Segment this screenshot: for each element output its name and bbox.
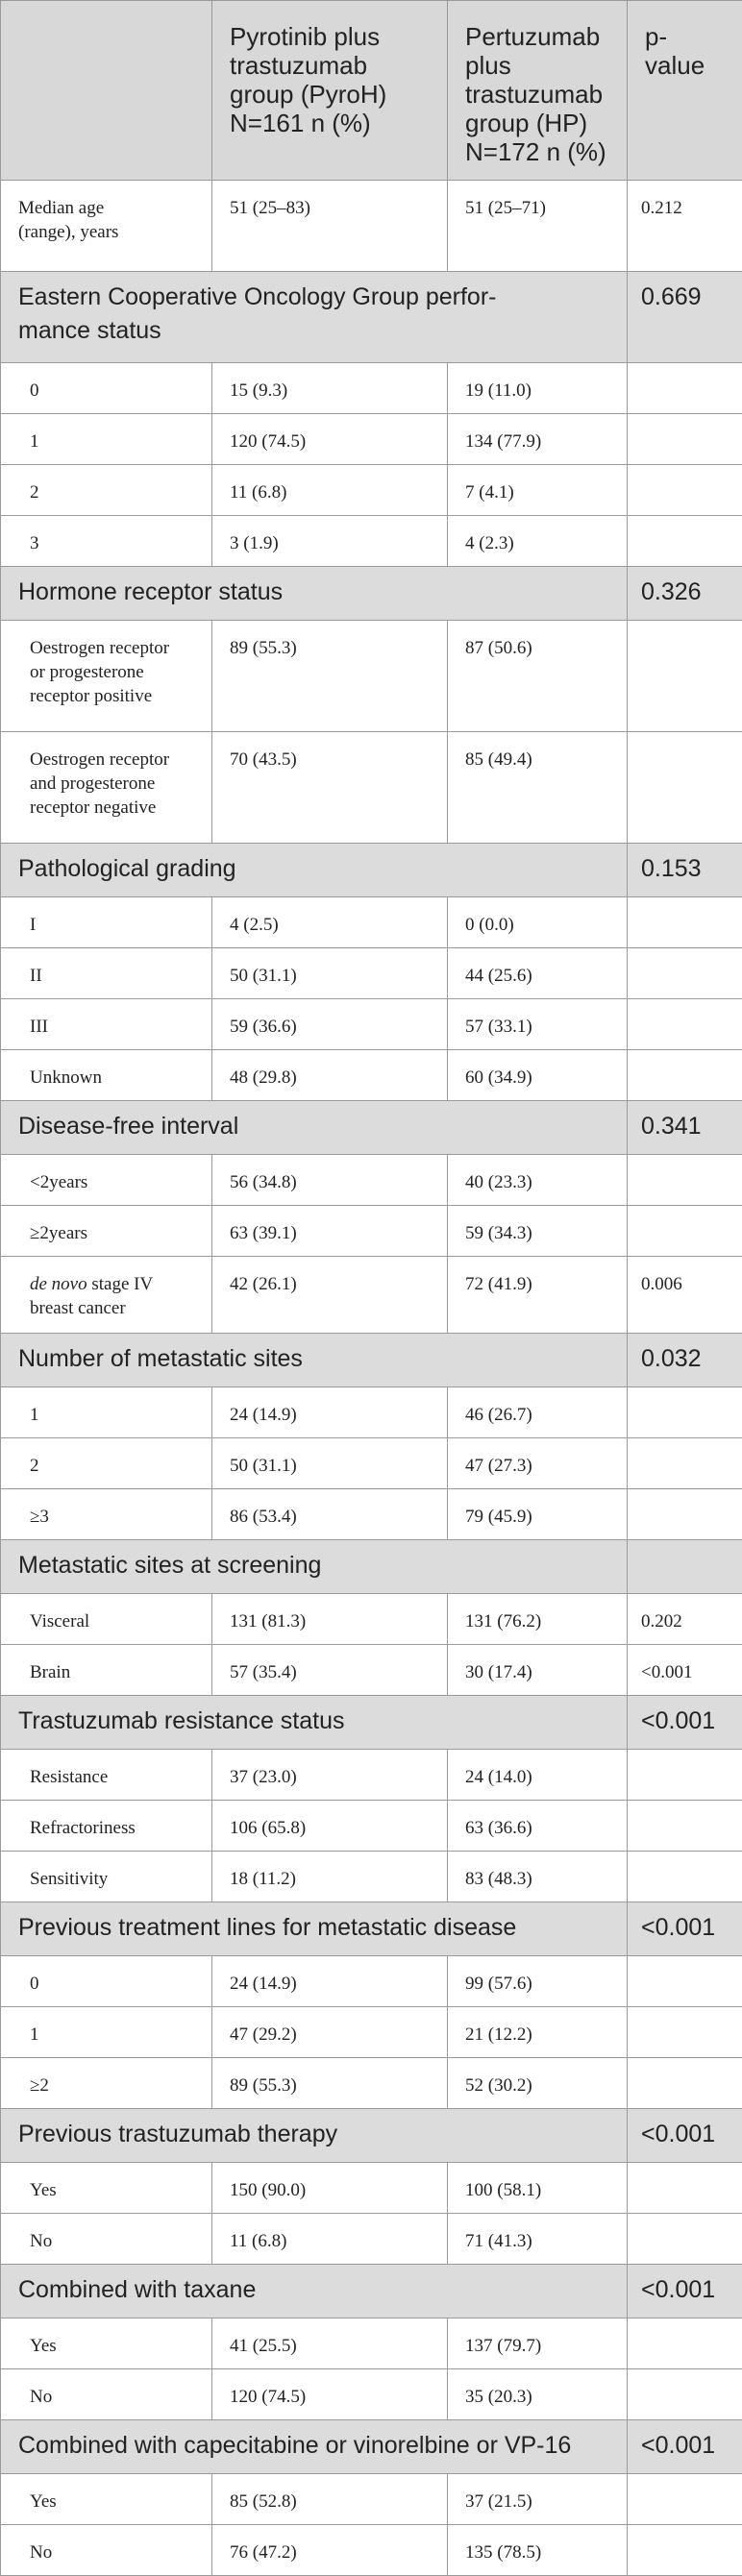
hp-value: 135 (78.5): [448, 2525, 628, 2576]
section-row-treatment-lines: [1, 1902, 742, 1956]
row-label: I: [1, 897, 212, 948]
hp-value: 21 (12.2): [448, 2007, 628, 2058]
hp-value: 35 (20.3): [448, 2369, 628, 2420]
p-value: [628, 2214, 742, 2265]
p-value: [628, 1801, 742, 1852]
hp-value: 24 (14.0): [448, 1750, 628, 1801]
pyroh-value: 42 (26.1): [212, 1257, 448, 1334]
table-row: [1, 2058, 742, 2109]
section-title: Disease-free interval: [1, 1101, 628, 1155]
p-value: [628, 2525, 742, 2576]
section-p-value: 0.326: [628, 567, 742, 621]
p-value: [628, 999, 742, 1050]
table-row: [1, 2474, 742, 2525]
pyroh-value: 86 (53.4): [212, 1489, 448, 1540]
p-value: [628, 1489, 742, 1540]
table-row: [1, 363, 742, 414]
p-value: [628, 2369, 742, 2420]
row-label: 2: [1, 465, 212, 516]
section-p-value: 0.153: [628, 844, 742, 897]
section-p-value: 0.032: [628, 1334, 742, 1387]
hp-value: 72 (41.9): [448, 1257, 628, 1334]
hp-value: 30 (17.4): [448, 1645, 628, 1696]
table-row: [1, 1438, 742, 1489]
row-label: No: [1, 2369, 212, 2420]
hp-value: 0 (0.0): [448, 897, 628, 948]
hp-value: 87 (50.6): [448, 621, 628, 732]
section-title: Hormone receptor status: [1, 567, 628, 621]
p-value: [628, 2007, 742, 2058]
row-label: Unknown: [1, 1050, 212, 1101]
hp-value: 60 (34.9): [448, 1050, 628, 1101]
hp-value: 99 (57.6): [448, 1956, 628, 2007]
pyroh-value: 51 (25–83): [212, 181, 448, 272]
hp-value: 7 (4.1): [448, 465, 628, 516]
hp-value: 40 (23.3): [448, 1155, 628, 1206]
hp-value: 71 (41.3): [448, 2214, 628, 2265]
row-label: 1: [1, 2007, 212, 2058]
p-value: [628, 1852, 742, 1902]
section-row-dfi: [1, 1101, 742, 1155]
table-row: [1, 1801, 742, 1852]
pyroh-value: 85 (52.8): [212, 2474, 448, 2525]
pyroh-value: 131 (81.3): [212, 1594, 448, 1645]
pyroh-value: 48 (29.8): [212, 1050, 448, 1101]
pyroh-value: 120 (74.5): [212, 2369, 448, 2420]
row-label: Refractoriness: [1, 1801, 212, 1852]
section-p-value: <0.001: [628, 1902, 742, 1956]
table-row: [1, 2369, 742, 2420]
header-cell-empty: [1, 1, 212, 181]
p-value: [628, 948, 742, 999]
row-label: ≥3: [1, 1489, 212, 1540]
table-row: [1, 1206, 742, 1257]
row-label: de novo stage IV breast cancer: [1, 1257, 212, 1334]
row-label: Sensitivity: [1, 1852, 212, 1902]
pyroh-value: 4 (2.5): [212, 897, 448, 948]
p-value: 0.202: [628, 1594, 742, 1645]
row-label: Visceral: [1, 1594, 212, 1645]
pyroh-value: 11 (6.8): [212, 2214, 448, 2265]
hp-value: 46 (26.7): [448, 1387, 628, 1438]
row-label: 0: [1, 363, 212, 414]
section-title: Number of metastatic sites: [1, 1334, 628, 1387]
pyroh-value: 50 (31.1): [212, 948, 448, 999]
hp-value: 79 (45.9): [448, 1489, 628, 1540]
pyroh-value: 41 (25.5): [212, 2318, 448, 2369]
table-row: [1, 1155, 742, 1206]
p-value: [628, 621, 742, 732]
section-p-value: <0.001: [628, 2109, 742, 2163]
table-row: [1, 2525, 742, 2576]
hp-value: 63 (36.6): [448, 1801, 628, 1852]
row-label: Brain: [1, 1645, 212, 1696]
table-row: [1, 1594, 742, 1645]
pyroh-value: 106 (65.8): [212, 1801, 448, 1852]
table-row: [1, 2214, 742, 2265]
table-row: [1, 1956, 742, 2007]
p-value: [628, 2318, 742, 2369]
table-row: [1, 1852, 742, 1902]
section-title: Eastern Cooperative Oncology Group perfor- mance status: [1, 272, 628, 363]
p-value: [628, 414, 742, 465]
hp-value: 57 (33.1): [448, 999, 628, 1050]
section-title: Previous trastuzumab therapy: [1, 2109, 628, 2163]
pyroh-value: 50 (31.1): [212, 1438, 448, 1489]
pyroh-value: 24 (14.9): [212, 1956, 448, 2007]
section-row-capecitabine: [1, 2420, 742, 2474]
p-value: [628, 2163, 742, 2214]
table-row: [1, 1489, 742, 1540]
section-title: Combined with capecitabine or vinorelbine or VP-16: [1, 2420, 628, 2474]
row-label: 3: [1, 516, 212, 567]
table-row: [1, 948, 742, 999]
row-label: No: [1, 2214, 212, 2265]
hp-value: 51 (25–71): [448, 181, 628, 272]
pyroh-value: 63 (39.1): [212, 1206, 448, 1257]
section-row-metastatic-sites: [1, 1334, 742, 1387]
hp-value: 100 (58.1): [448, 2163, 628, 2214]
table-row: [1, 2163, 742, 2214]
pyroh-value: 59 (36.6): [212, 999, 448, 1050]
row-label: Oestrogen receptor and progesterone receptor negative: [1, 732, 212, 844]
table-row: [1, 999, 742, 1050]
row-label: ≥2: [1, 2058, 212, 2109]
header-row: [1, 1, 742, 181]
table-row: [1, 414, 742, 465]
row-label: Yes: [1, 2474, 212, 2525]
table-row: [1, 732, 742, 844]
section-row-hormone: [1, 567, 742, 621]
section-p-value: <0.001: [628, 2420, 742, 2474]
table-row: [1, 2318, 742, 2369]
table-row: [1, 1750, 742, 1801]
p-value: [628, 1206, 742, 1257]
hp-value: 137 (79.7): [448, 2318, 628, 2369]
row-label: ≥2years: [1, 1206, 212, 1257]
section-row-taxane: [1, 2265, 742, 2318]
p-value: [628, 1956, 742, 2007]
p-value: [628, 1438, 742, 1489]
hp-value: 19 (11.0): [448, 363, 628, 414]
section-row-resistance: [1, 1696, 742, 1750]
section-p-value: <0.001: [628, 1696, 742, 1750]
section-p-value: 0.669: [628, 272, 742, 363]
table-row-de-novo: [1, 1257, 742, 1334]
pyroh-value: 15 (9.3): [212, 363, 448, 414]
section-p-value: <0.001: [628, 2265, 742, 2318]
p-value: [628, 2058, 742, 2109]
p-value: [628, 1750, 742, 1801]
p-value: [628, 732, 742, 844]
section-title: Combined with taxane: [1, 2265, 628, 2318]
table-row: [1, 2007, 742, 2058]
header-pvalue: p- value: [628, 1, 742, 181]
pyroh-value: 24 (14.9): [212, 1387, 448, 1438]
hp-value: 37 (21.5): [448, 2474, 628, 2525]
p-value: [628, 1155, 742, 1206]
hp-value: 134 (77.9): [448, 414, 628, 465]
hp-value: 131 (76.2): [448, 1594, 628, 1645]
row-label: Yes: [1, 2163, 212, 2214]
p-value: [628, 2474, 742, 2525]
table-row: [1, 897, 742, 948]
p-value: [628, 897, 742, 948]
table-row: [1, 516, 742, 567]
pyroh-value: 56 (34.8): [212, 1155, 448, 1206]
section-row-screening: [1, 1540, 742, 1594]
section-title: Pathological grading: [1, 844, 628, 897]
row-label: Yes: [1, 2318, 212, 2369]
header-hp: Pertuzumab plus trastuzumab group (HP) N=172 n (%): [448, 1, 628, 181]
row-label: No: [1, 2525, 212, 2576]
pyroh-value: 37 (23.0): [212, 1750, 448, 1801]
section-title: Metastatic sites at screening: [1, 1540, 628, 1594]
hp-value: 47 (27.3): [448, 1438, 628, 1489]
pyroh-value: 11 (6.8): [212, 465, 448, 516]
p-value: [628, 516, 742, 567]
section-row-ecog: [1, 272, 742, 363]
table-row: [1, 1645, 742, 1696]
row-label: III: [1, 999, 212, 1050]
row-label: Oestrogen receptor or progesterone receptor positive: [1, 621, 212, 732]
table-row: [1, 1387, 742, 1438]
row-label: Resistance: [1, 1750, 212, 1801]
pyroh-value: 76 (47.2): [212, 2525, 448, 2576]
p-value: [628, 1050, 742, 1101]
p-value: 0.006: [628, 1257, 742, 1334]
hp-value: 52 (30.2): [448, 2058, 628, 2109]
table-row: [1, 621, 742, 732]
pyroh-value: 3 (1.9): [212, 516, 448, 567]
pyroh-value: 47 (29.2): [212, 2007, 448, 2058]
pyroh-value: 120 (74.5): [212, 414, 448, 465]
pyroh-value: 89 (55.3): [212, 2058, 448, 2109]
hp-value: 83 (48.3): [448, 1852, 628, 1902]
pyroh-value: 89 (55.3): [212, 621, 448, 732]
p-value: 0.212: [628, 181, 742, 272]
p-value: [628, 1387, 742, 1438]
row-label: <2years: [1, 1155, 212, 1206]
row-label: II: [1, 948, 212, 999]
p-value: [628, 465, 742, 516]
p-value: [628, 363, 742, 414]
pyroh-value: 57 (35.4): [212, 1645, 448, 1696]
hp-value: 59 (34.3): [448, 1206, 628, 1257]
row-label: 0: [1, 1956, 212, 2007]
section-row-grading: [1, 844, 742, 897]
table-row-median-age: [1, 181, 742, 272]
section-p-value: 0.341: [628, 1101, 742, 1155]
header-pyroh: Pyrotinib plus trastuzumab group (PyroH) N=161 n (%): [212, 1, 448, 181]
row-label: 2: [1, 1438, 212, 1489]
section-row-previous-trastuzumab: [1, 2109, 742, 2163]
row-label: 1: [1, 1387, 212, 1438]
hp-value: 44 (25.6): [448, 948, 628, 999]
pyroh-value: 150 (90.0): [212, 2163, 448, 2214]
table-row: [1, 1050, 742, 1101]
row-label: 1: [1, 414, 212, 465]
row-label: Median age (range), years: [1, 181, 212, 272]
p-value: <0.001: [628, 1645, 742, 1696]
section-p-value: [628, 1540, 742, 1594]
hp-value: 85 (49.4): [448, 732, 628, 844]
section-title: Previous treatment lines for metastatic disease: [1, 1902, 628, 1956]
table-row: [1, 465, 742, 516]
pyroh-value: 18 (11.2): [212, 1852, 448, 1902]
hp-value: 4 (2.3): [448, 516, 628, 567]
section-title: Trastuzumab resistance status: [1, 1696, 628, 1750]
pyroh-value: 70 (43.5): [212, 732, 448, 844]
